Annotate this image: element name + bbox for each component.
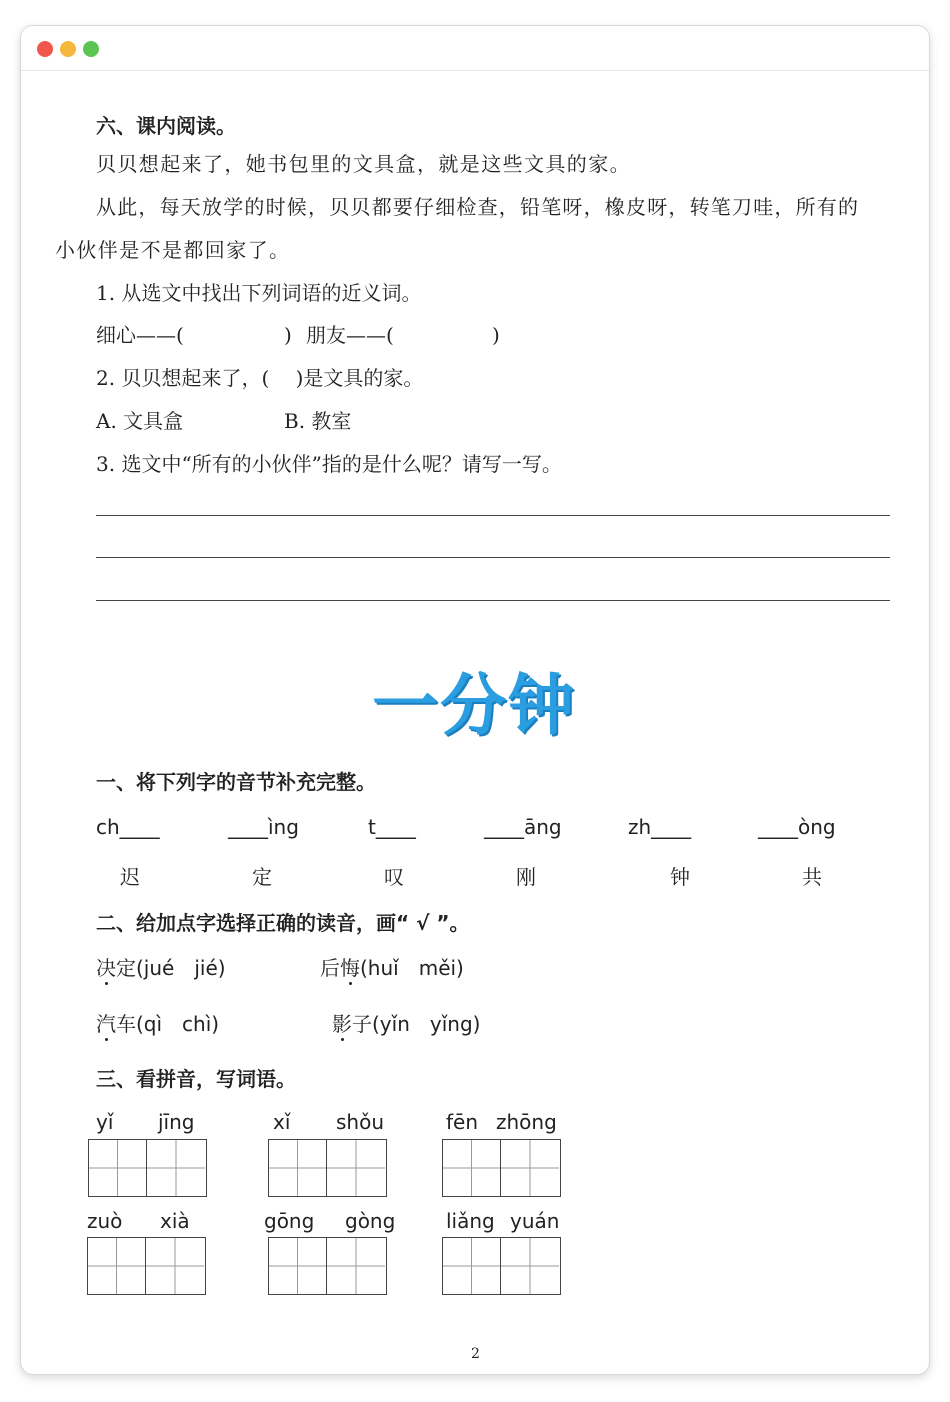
- reading-options: (jué jié): [136, 956, 226, 980]
- pinyin-label: fēn: [446, 1110, 479, 1134]
- writing-grid-3[interactable]: [442, 1139, 561, 1197]
- pinyin-label: yǐ: [96, 1110, 114, 1134]
- pinyin-label: xià: [160, 1209, 190, 1233]
- pinyin-blank-1[interactable]: ch____: [96, 815, 160, 839]
- character-3: 叹: [384, 865, 404, 889]
- pinyin-blank-2[interactable]: ____ìng: [228, 815, 299, 839]
- grid-cell[interactable]: [443, 1140, 501, 1196]
- word-rest: 车: [116, 1012, 136, 1036]
- question-2: 2. 贝贝想起来了，( )是文具的家。: [96, 366, 424, 390]
- pinyin-blank-6[interactable]: ____òng: [758, 815, 836, 839]
- reading-choice-1[interactable]: [96, 956, 226, 980]
- section3-heading: 三、看拼音，写词语。: [96, 1067, 296, 1091]
- synonym-item-1-close: ): [284, 323, 292, 347]
- grid-cell[interactable]: [146, 1238, 204, 1294]
- dotted-character: 决: [96, 956, 116, 980]
- grid-cell[interactable]: [147, 1140, 205, 1196]
- dotted-character: 影: [332, 1012, 352, 1036]
- pinyin-blank-5[interactable]: zh____: [628, 815, 692, 839]
- lesson-title: 一分钟: [372, 667, 576, 744]
- character-5: 钟: [670, 865, 690, 889]
- pinyin-label: gòng: [345, 1209, 396, 1233]
- reading-options: (yǐn yǐng): [372, 1012, 481, 1036]
- grid-cell[interactable]: [443, 1238, 501, 1294]
- grid-cell[interactable]: [269, 1140, 327, 1196]
- answer-line-3[interactable]: [96, 600, 890, 601]
- grid-cell[interactable]: [88, 1238, 146, 1294]
- pinyin-label: shǒu: [336, 1110, 385, 1134]
- pinyin-label: zhōng: [496, 1110, 557, 1134]
- reading-paragraph-1: 贝贝想起来了，她书包里的文具盒，就是这些文具的家。: [96, 152, 631, 176]
- question-2-option-b: B. 教室: [284, 409, 352, 433]
- pinyin-label: zuò: [87, 1209, 123, 1233]
- pinyin-label: gōng: [264, 1209, 315, 1233]
- word-prefix: 后: [320, 956, 340, 980]
- section2-heading: 二、给加点字选择正确的读音，画“ √ ”。: [96, 911, 470, 935]
- writing-grid-4[interactable]: [87, 1237, 206, 1295]
- reading-options: (huǐ měi): [360, 956, 464, 980]
- synonym-item-2: 朋友——(: [306, 323, 394, 347]
- character-1: 迟: [120, 865, 140, 889]
- grid-cell[interactable]: [501, 1140, 559, 1196]
- pinyin-label: liǎng: [446, 1209, 495, 1233]
- pinyin-label: xǐ: [273, 1110, 291, 1134]
- question-1: 1. 从选文中找出下列词语的近义词。: [96, 281, 422, 305]
- character-4: 刚: [516, 865, 536, 889]
- reading-choice-3[interactable]: [96, 1012, 219, 1036]
- section6-heading: 六、课内阅读。: [96, 114, 236, 138]
- word-rest: 定: [116, 956, 136, 980]
- character-2: 定: [252, 865, 272, 889]
- grid-cell[interactable]: [89, 1140, 147, 1196]
- writing-grid-2[interactable]: [268, 1139, 387, 1197]
- writing-grid-5[interactable]: [268, 1237, 387, 1295]
- answer-line-2[interactable]: [96, 557, 890, 558]
- grid-cell[interactable]: [327, 1238, 385, 1294]
- document-window: [21, 26, 929, 1374]
- writing-grid-6[interactable]: [442, 1237, 561, 1295]
- pinyin-blank-4[interactable]: ____āng: [484, 815, 562, 839]
- writing-grid-1[interactable]: [88, 1139, 207, 1197]
- question-3: 3. 选文中“所有的小伙伴”指的是什么呢？请写一写。: [96, 452, 562, 476]
- question-2-option-a: A. 文具盒: [96, 409, 184, 433]
- reading-choice-4[interactable]: [332, 1012, 480, 1036]
- reading-choice-2[interactable]: [320, 956, 464, 980]
- word-rest: 子: [352, 1012, 372, 1036]
- pinyin-blank-3[interactable]: t____: [368, 815, 416, 839]
- pinyin-label: jīng: [158, 1110, 195, 1134]
- section1-heading: 一、将下列字的音节补充完整。: [96, 770, 376, 794]
- synonym-item-1: 细心——(: [96, 323, 184, 347]
- dotted-character: 汽: [96, 1012, 116, 1036]
- reading-options: (qì chì): [136, 1012, 220, 1036]
- grid-cell[interactable]: [269, 1238, 327, 1294]
- grid-cell[interactable]: [501, 1238, 559, 1294]
- reading-paragraph-2-line-1: 从此，每天放学的时候，贝贝都要仔细检查，铅笔呀，橡皮呀，转笔刀哇，所有的: [96, 195, 860, 219]
- grid-cell[interactable]: [327, 1140, 385, 1196]
- character-6: 共: [802, 865, 822, 889]
- answer-line-1[interactable]: [96, 515, 890, 516]
- synonym-item-2-close: ): [492, 323, 500, 347]
- pinyin-label: yuán: [510, 1209, 560, 1233]
- page-number: 2: [471, 1346, 480, 1362]
- worksheet-page: [21, 26, 929, 1374]
- dotted-character: 悔: [340, 956, 360, 980]
- reading-paragraph-2-line-2: 小伙伴是不是都回家了。: [55, 238, 291, 262]
